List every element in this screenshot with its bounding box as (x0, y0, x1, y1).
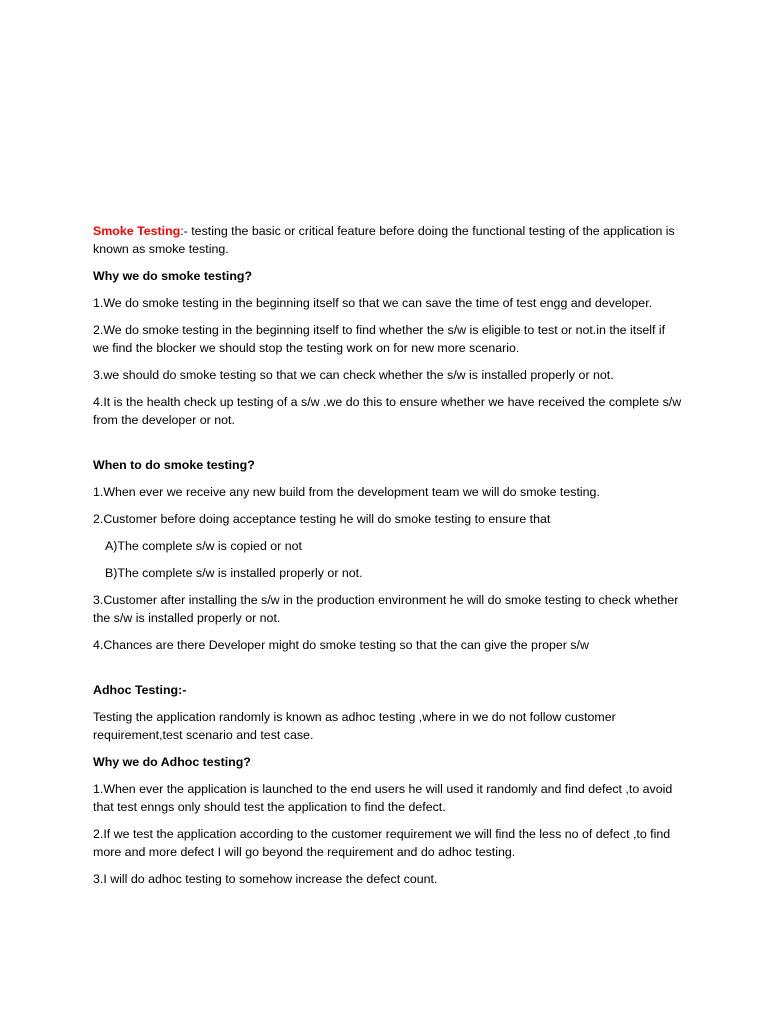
smoke-when-point-4: 4.Chances are there Developer might do smoke testing so that the can give the proper s/w (93, 638, 589, 652)
smoke-when-point-2: 2.Customer before doing acceptance testing he will do smoke testing to ensure that (93, 512, 551, 526)
smoke-testing-title: Smoke Testing (93, 224, 181, 238)
adhoc-testing-title: Adhoc Testing:- (93, 683, 187, 697)
smoke-why-point-3: 3.we should do smoke testing so that we can check whether the s/w is installed properly or not. (93, 368, 614, 382)
adhoc-why-point-1: 1.When ever the application is launched to the end users he will used it randomly and find defect ,to avoid that test enngs only should test the application to find the defect. (93, 782, 673, 814)
smoke-when-point-2a: A)The complete s/w is copied or not (105, 539, 302, 553)
smoke-when-point-2b: B)The complete s/w is installed properly or not. (105, 566, 363, 580)
smoke-when-heading: When to do smoke testing? (93, 458, 255, 472)
smoke-why-point-4: 4.It is the health check up testing of a s/w .we do this to ensure whether we have received the complete s/w from the developer or not. (93, 395, 682, 427)
adhoc-why-point-2: 2.If we test the application according to the customer requirement we will find the less no of defect ,to find more and more defect I will go beyond the requirement and do adhoc testing. (93, 827, 671, 859)
smoke-testing-definition: :- testing the basic or critical feature before doing the functional testing of the application is known as smoke testing. (93, 224, 675, 256)
smoke-when-point-1: 1.When ever we receive any new build from the development team we will do smoke testing. (93, 485, 600, 499)
adhoc-definition: Testing the application randomly is known as adhoc testing ,where in we do not follow customer requirement,test scenario and test case. (93, 710, 616, 742)
adhoc-why-point-3: 3.I will do adhoc testing to somehow increase the defect count. (93, 872, 438, 886)
smoke-why-heading: Why we do smoke testing? (93, 269, 253, 283)
smoke-when-point-3: 3.Customer after installing the s/w in the production environment he will do smoke testing to check whether the s/w is installed properly or not. (93, 593, 679, 625)
document-page (93, 222, 683, 897)
adhoc-why-heading: Why we do Adhoc testing? (93, 755, 251, 769)
smoke-definition-paragraph (93, 222, 683, 258)
smoke-why-point-2: 2.We do smoke testing in the beginning itself to find whether the s/w is eligible to test or not.in the itself if we find the blocker we should stop the testing work on for new more scenario. (93, 323, 666, 355)
smoke-why-point-1: 1.We do smoke testing in the beginning itself so that we can save the time of test engg and developer. (93, 296, 653, 310)
